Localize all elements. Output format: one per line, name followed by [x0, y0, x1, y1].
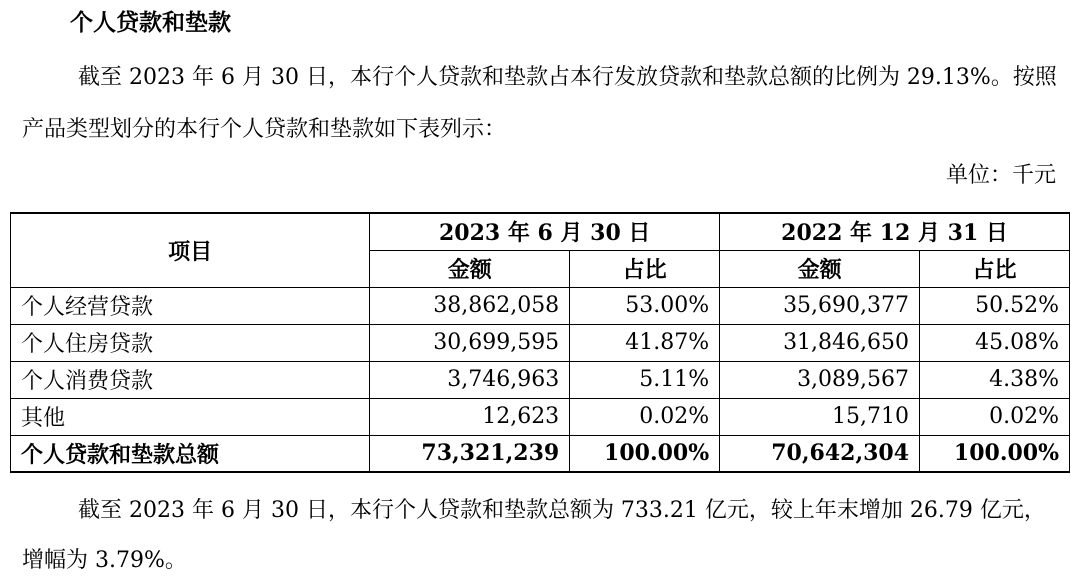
row-ratio-2: 45.08%	[920, 324, 1070, 361]
table-header-row	[11, 213, 1070, 250]
intro-text: 截至 2023 年 6 月 30 日，本行个人贷款和垫款占本行发放贷款和垫款总额的比例为 29.13%。按照产品类型划分的本行个人贷款和垫款如下表列示：	[22, 65, 1057, 142]
ratio-1-header: 占比	[570, 250, 720, 287]
personal-loans-table	[10, 212, 1070, 473]
table-row	[11, 287, 1070, 324]
row-ratio-2: 4.38%	[920, 361, 1070, 398]
total-row	[11, 435, 1070, 472]
amount-1-header: 金额	[370, 250, 570, 287]
period-2-header: 2022 年 12 月 31 日	[720, 213, 1070, 250]
row-ratio-1: 53.00%	[570, 287, 720, 324]
row-amount-1: 30,699,595	[370, 324, 570, 361]
row-amount-1: 12,623	[370, 398, 570, 435]
table-row	[11, 361, 1070, 398]
row-amount-1: 38,862,058	[370, 287, 570, 324]
row-amount-1: 3,746,963	[370, 361, 570, 398]
item-header: 项目	[11, 213, 370, 287]
ratio-2-header: 占比	[920, 250, 1070, 287]
amount-2-header: 金额	[720, 250, 920, 287]
row-amount-2: 3,089,567	[720, 361, 920, 398]
row-ratio-2: 50.52%	[920, 287, 1070, 324]
total-item: 个人贷款和垫款总额	[11, 435, 370, 472]
total-amount-1: 73,321,239	[370, 435, 570, 472]
total-amount-2: 70,642,304	[720, 435, 920, 472]
row-ratio-1: 0.02%	[570, 398, 720, 435]
row-amount-2: 15,710	[720, 398, 920, 435]
total-ratio-1: 100.00%	[570, 435, 720, 472]
table-row	[11, 398, 1070, 435]
row-item: 个人消费贷款	[11, 361, 370, 398]
row-item: 其他	[11, 398, 370, 435]
intro-paragraph	[22, 52, 1062, 156]
row-ratio-2: 0.02%	[920, 398, 1070, 435]
summary-text: 截至 2023 年 6 月 30 日，本行个人贷款和垫款总额为 733.21 亿元，较上年末增加 26.79 亿元，增幅为 3.79%。	[22, 498, 1046, 573]
summary-paragraph	[22, 486, 1062, 586]
section-heading: 个人贷款和垫款	[70, 10, 231, 36]
row-amount-2: 35,690,377	[720, 287, 920, 324]
row-ratio-1: 5.11%	[570, 361, 720, 398]
row-item: 个人经营贷款	[11, 287, 370, 324]
row-amount-2: 31,846,650	[720, 324, 920, 361]
total-ratio-2: 100.00%	[920, 435, 1070, 472]
table-row	[11, 324, 1070, 361]
period-1-header: 2023 年 6 月 30 日	[370, 213, 720, 250]
row-ratio-1: 41.87%	[570, 324, 720, 361]
row-item: 个人住房贷款	[11, 324, 370, 361]
unit-label: 单位：千元	[945, 163, 1056, 188]
